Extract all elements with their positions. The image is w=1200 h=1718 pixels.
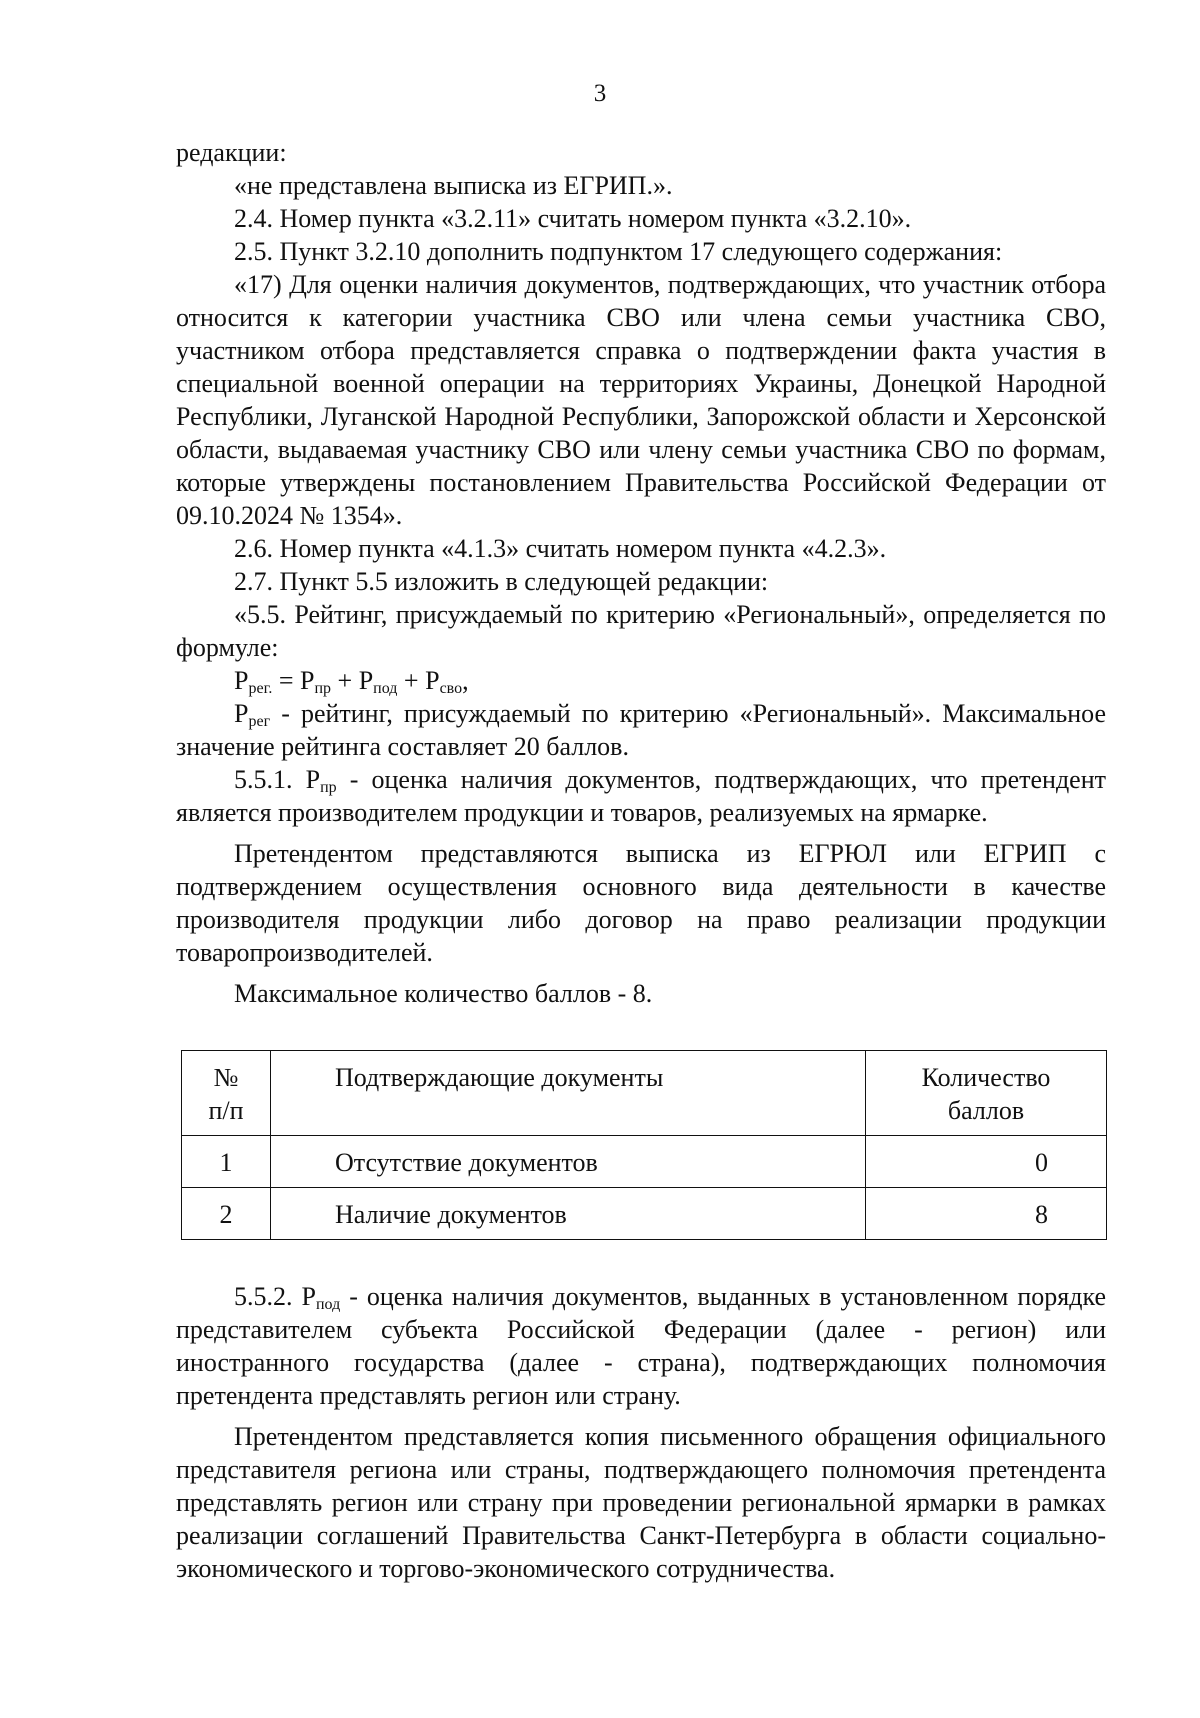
paragraph-5-5-1: 5.5.1. $Р_{пр}$ - оценка наличия документов, подтверждающих, что претендент является производителем продукции и товаров, реализуемых на ярмарке.: [176, 765, 1106, 827]
paragraph-max-score: Максимальное количество баллов - 8.: [234, 979, 653, 1008]
document-body: [176, 136, 1106, 1585]
paragraph-rreg-definition: $Р_{рег}$ - рейтинг, присуждаемый по критерию «Региональный». Максимальное значение рейтинга составляет 20 баллов.: [176, 699, 1106, 761]
paragraph-5-5: «5.5. Рейтинг, присуждаемый по критерию «Региональный», определяется по формуле:: [176, 600, 1106, 662]
table-header-row: [182, 1051, 1107, 1136]
row-score: 0: [866, 1136, 1107, 1188]
paragraph-quote-egrip: «не представлена выписка из ЕГРИП.».: [234, 171, 673, 200]
paragraph-5-5-2: 5.5.2. $Р_{под}$ - оценка наличия документов, выданных в установленном порядке представителем субъекта Российской Федерации (далее - регион) или иностранного государства (далее - страна), подтверждающих полномочия претендента представлять регион или страну.: [176, 1282, 1106, 1410]
paragraph-egryul-extract: Претендентом представляются выписка из ЕГРЮЛ или ЕГРИП с подтверждением осуществления основного вида деятельности в качестве производителя продукции либо договор на право реализации продукции товаропроизводителей.: [176, 839, 1106, 967]
row-document: Отсутствие документов: [271, 1136, 866, 1188]
row-number: 1: [182, 1136, 271, 1188]
paragraph-appeal-copy: Претендентом представляется копия письменного обращения официального представителя региона или страны, подтверждающего полномочия претендента представлять регион или страну при проведении региональной ярмарки в рамках реализации соглашений Правительства Санкт-Петербурга в области социально-экономического и торгово-экономического сотрудничества.: [176, 1422, 1106, 1583]
rating-formula: $Р_{рег.} = Р_{пр} + Р_{под} + Р_{сво}$,: [234, 666, 469, 697]
header-number: № п/п: [182, 1051, 271, 1136]
header-score: Количество баллов: [866, 1051, 1107, 1136]
paragraph-subpoint-17: «17) Для оценки наличия документов, подтверждающих, что участник отбора относится к категории участника СВО или члена семьи участника СВО, участником отбора представляется справка о подтверждении факта участия в специальной военной операции на территориях Украины, Донецкой Народной Республики, Луганской Народной Республики, Запорожской области и Херсонской области, выдаваемая участнику СВО или члену семьи участника СВО по формам, которые утверждены постановлением Правительства Российской Федерации от 09.10.2024 № 1354».: [176, 270, 1106, 530]
table-row: [182, 1136, 1107, 1188]
page-number: 3: [593, 80, 607, 107]
header-documents: Подтверждающие документы: [271, 1051, 866, 1136]
paragraph-continuation: редакции:: [176, 138, 287, 167]
score-table-wrapper: [181, 1050, 1107, 1240]
row-score: 8: [866, 1188, 1107, 1240]
paragraph-2-4: 2.4. Номер пункта «3.2.11» считать номером пункта «3.2.10».: [234, 204, 912, 233]
row-number: 2: [182, 1188, 271, 1240]
table-row: [182, 1188, 1107, 1240]
paragraph-2-5: 2.5. Пункт 3.2.10 дополнить подпунктом 17 следующего содержания:: [234, 237, 1003, 266]
score-table: [181, 1050, 1107, 1240]
paragraph-2-6: 2.6. Номер пункта «4.1.3» считать номером пункта «4.2.3».: [234, 534, 887, 563]
paragraph-2-7: 2.7. Пункт 5.5 изложить в следующей редакции:: [234, 567, 769, 596]
row-document: Наличие документов: [271, 1188, 866, 1240]
